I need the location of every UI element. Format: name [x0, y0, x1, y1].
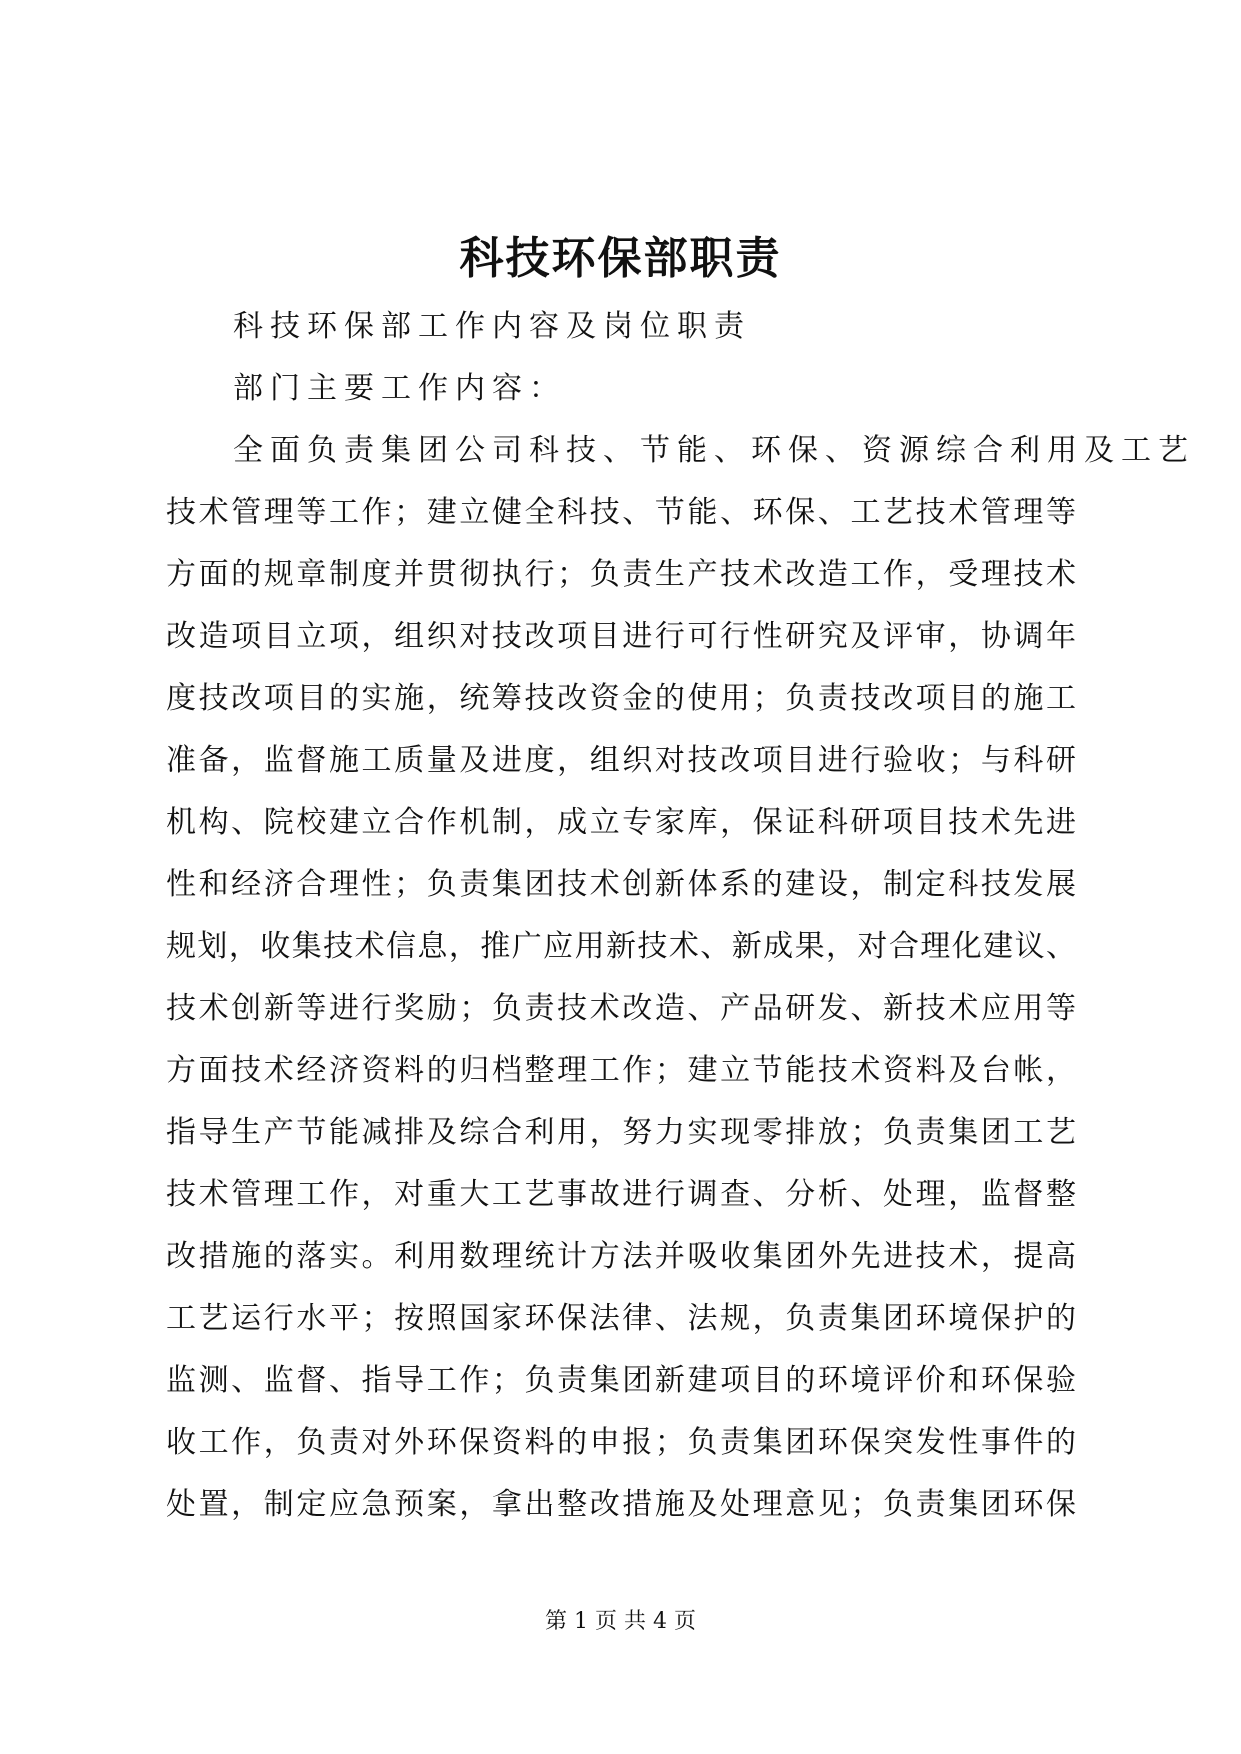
paragraph-line: 处置，制定应急预案，拿出整改措施及处理意见；负责集团环保 — [166, 1487, 1076, 1522]
paragraph-line: 改造项目立项，组织对技改项目进行可行性研究及评审，协调年 — [166, 619, 1076, 654]
paragraph-line: 全面负责集团公司科技、节能、环保、资源综合利用及工艺 — [233, 433, 1195, 468]
paragraph-line: 技术管理工作，对重大工艺事故进行调查、分析、处理，监督整 — [166, 1177, 1076, 1212]
paragraph-line: 度技改项目的实施，统筹技改资金的使用；负责技改项目的施工 — [166, 681, 1076, 716]
section-heading: 部门主要工作内容： — [233, 371, 566, 406]
paragraph-line: 规划，收集技术信息，推广应用新技术、新成果，对合理化建议、 — [166, 929, 1076, 964]
paragraph-line: 收工作，负责对外环保资料的申报；负责集团环保突发性事件的 — [166, 1425, 1076, 1460]
paragraph-line: 监测、监督、指导工作；负责集团新建项目的环境评价和环保验 — [166, 1363, 1076, 1398]
document-title: 科技环保部职责 — [459, 233, 782, 284]
paragraph-line: 技术创新等进行奖励；负责技术改造、产品研发、新技术应用等 — [166, 991, 1076, 1026]
paragraph-line: 工艺运行水平；按照国家环保法律、法规，负责集团环境保护的 — [166, 1301, 1076, 1336]
paragraph-line: 机构、院校建立合作机制，成立专家库，保证科研项目技术先进 — [166, 805, 1076, 840]
paragraph-line: 准备，监督施工质量及进度，组织对技改项目进行验收；与科研 — [166, 743, 1076, 778]
paragraph-line: 方面技术经济资料的归档整理工作；建立节能技术资料及台帐， — [166, 1053, 1076, 1088]
page-number-footer: 第 1 页 共 4 页 — [545, 1609, 696, 1634]
paragraph-line: 性和经济合理性；负责集团技术创新体系的建设，制定科技发展 — [166, 867, 1076, 902]
paragraph-line: 改措施的落实。利用数理统计方法并吸收集团外先进技术，提高 — [166, 1239, 1076, 1274]
document-body — [166, 296, 1195, 1536]
paragraph-line: 指导生产节能减排及综合利用，努力实现零排放；负责集团工艺 — [166, 1115, 1076, 1150]
paragraph-line: 技术管理等工作；建立健全科技、节能、环保、工艺技术管理等 — [166, 495, 1076, 530]
paragraph-line: 方面的规章制度并贯彻执行；负责生产技术改造工作，受理技术 — [166, 557, 1076, 592]
subtitle: 科技环保部工作内容及岗位职责 — [233, 309, 751, 344]
